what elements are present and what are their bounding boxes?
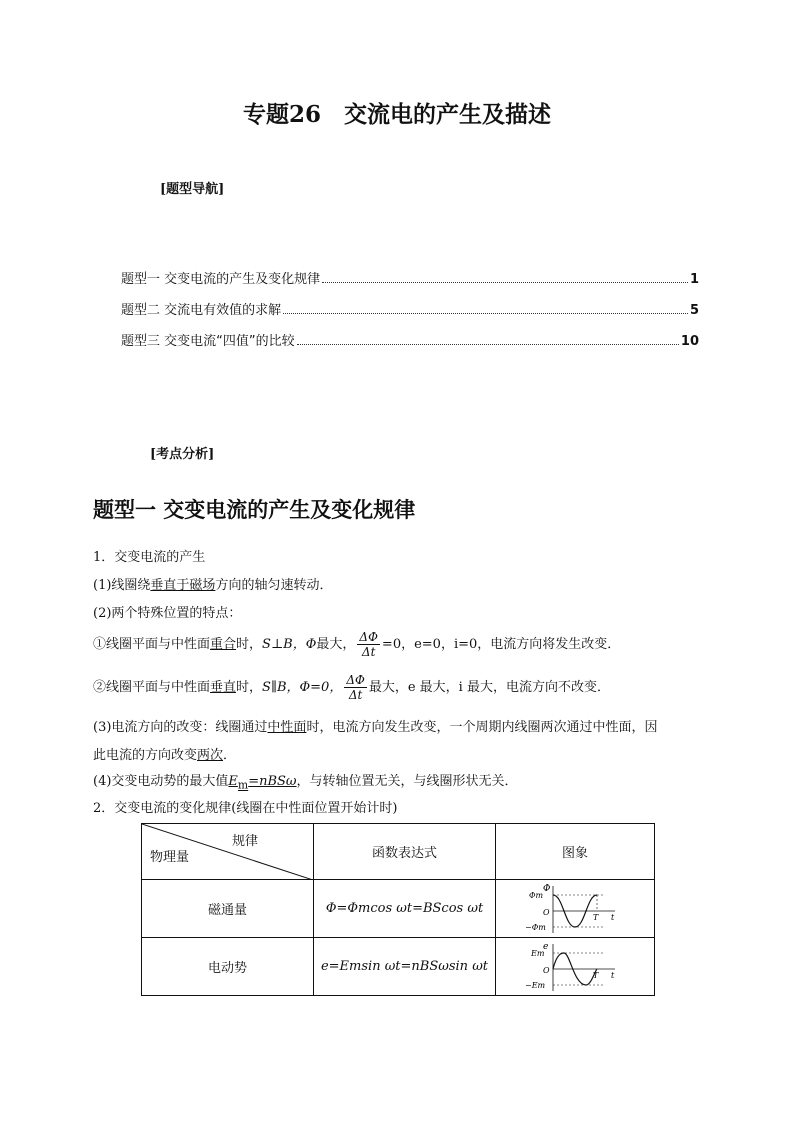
- g-max: Em: [531, 948, 545, 958]
- analysis-heading: [考点分析]: [150, 447, 215, 462]
- expr-cell: e=Emsin ωt=nBSωsin ωt: [314, 938, 496, 996]
- ac-table: [141, 823, 655, 996]
- paragraph-4: ②线圈平面与中性面垂直时，S∥B，Φ=0， $\frac{\Delta\Phi}{\Delta t}$ 最大，e 最大，i 最大，电流方向不改变．: [93, 673, 610, 702]
- toc-leader: [283, 313, 688, 314]
- corner-bottom-label: 物理量: [150, 850, 190, 865]
- paragraph-7: (4)交变电动势的最大值$E_m=nBS\omega$，与转轴位置无关，与线圈形状无关．: [93, 774, 518, 792]
- table-row: [142, 880, 655, 938]
- g-max: Φm: [529, 890, 544, 900]
- toc-page: 5: [689, 303, 699, 318]
- cosine-graph: [525, 883, 625, 935]
- header-graph: 图象: [496, 824, 655, 880]
- section-title: 题型一 交变电流的产生及变化规律: [93, 497, 416, 522]
- graph-cell: [496, 880, 655, 938]
- item2-heading: 2．交变电流的变化规律(线圈在中性面位置开始计时): [93, 801, 398, 816]
- toc-page: 10: [680, 334, 699, 349]
- toc-entry[interactable]: [121, 330, 699, 349]
- sine-graph: [525, 941, 625, 993]
- qty-cell: 电动势: [142, 938, 314, 996]
- table-corner: [142, 824, 314, 880]
- g-T: T: [593, 912, 599, 922]
- expr-cell: Φ=Φmcos ωt=BScos ωt: [314, 880, 496, 938]
- table-row: [142, 938, 655, 996]
- nav-heading: [题型导航]: [160, 182, 225, 197]
- paragraph-2: (2)两个特殊位置的特点：: [93, 606, 242, 621]
- page-title: 专题26 交流电的产生及描述: [242, 101, 551, 128]
- g-min: −Φm: [525, 922, 546, 932]
- paragraph-1: (1)线圈绕垂直于磁场方向的轴匀速转动．: [93, 578, 333, 593]
- fraction: $\frac{\Delta\Phi}{\Delta t}$: [346, 673, 365, 702]
- graph-cell: [496, 938, 655, 996]
- g-min: −Em: [525, 980, 546, 990]
- toc-entry[interactable]: [121, 268, 699, 287]
- header-expr: 函数表达式: [314, 824, 496, 880]
- g-o: O: [543, 907, 550, 917]
- g-top: e: [543, 941, 549, 952]
- toc-leader: [297, 344, 679, 345]
- g-top: Φ: [543, 883, 551, 894]
- item1-heading: 1．交变电流的产生: [93, 550, 206, 565]
- toc-text: 题型二 交流电有效值的求解: [121, 303, 282, 318]
- g-t: t: [611, 912, 615, 922]
- toc-page: 1: [689, 272, 699, 287]
- g-t: t: [611, 970, 615, 980]
- paragraph-3: ①线圈平面与中性面重合时，S⊥B，Φ最大， $\frac{\Delta\Phi}{\Delta t}$ =0，e=0，i=0，电流方向将发生改变．: [93, 630, 621, 659]
- g-o: O: [543, 965, 550, 975]
- qty-cell: 磁通量: [142, 880, 314, 938]
- g-T: T: [593, 970, 599, 980]
- fraction: $\frac{\Delta\Phi}{\Delta t}$: [359, 630, 378, 659]
- toc-text: 题型三 交变电流“四值”的比较: [121, 334, 295, 349]
- toc-leader: [322, 282, 688, 283]
- paragraph-5: (3)电流方向的改变：线圈通过中性面时，电流方向发生改变，一个周期内线圈两次通过中性面，因: [93, 720, 658, 735]
- toc-entry[interactable]: [121, 299, 699, 318]
- paragraph-6: 此电流的方向改变两次．: [93, 748, 237, 763]
- corner-top-label: 规律: [231, 834, 258, 849]
- toc-text: 题型一 交变电流的产生及变化规律: [121, 272, 321, 287]
